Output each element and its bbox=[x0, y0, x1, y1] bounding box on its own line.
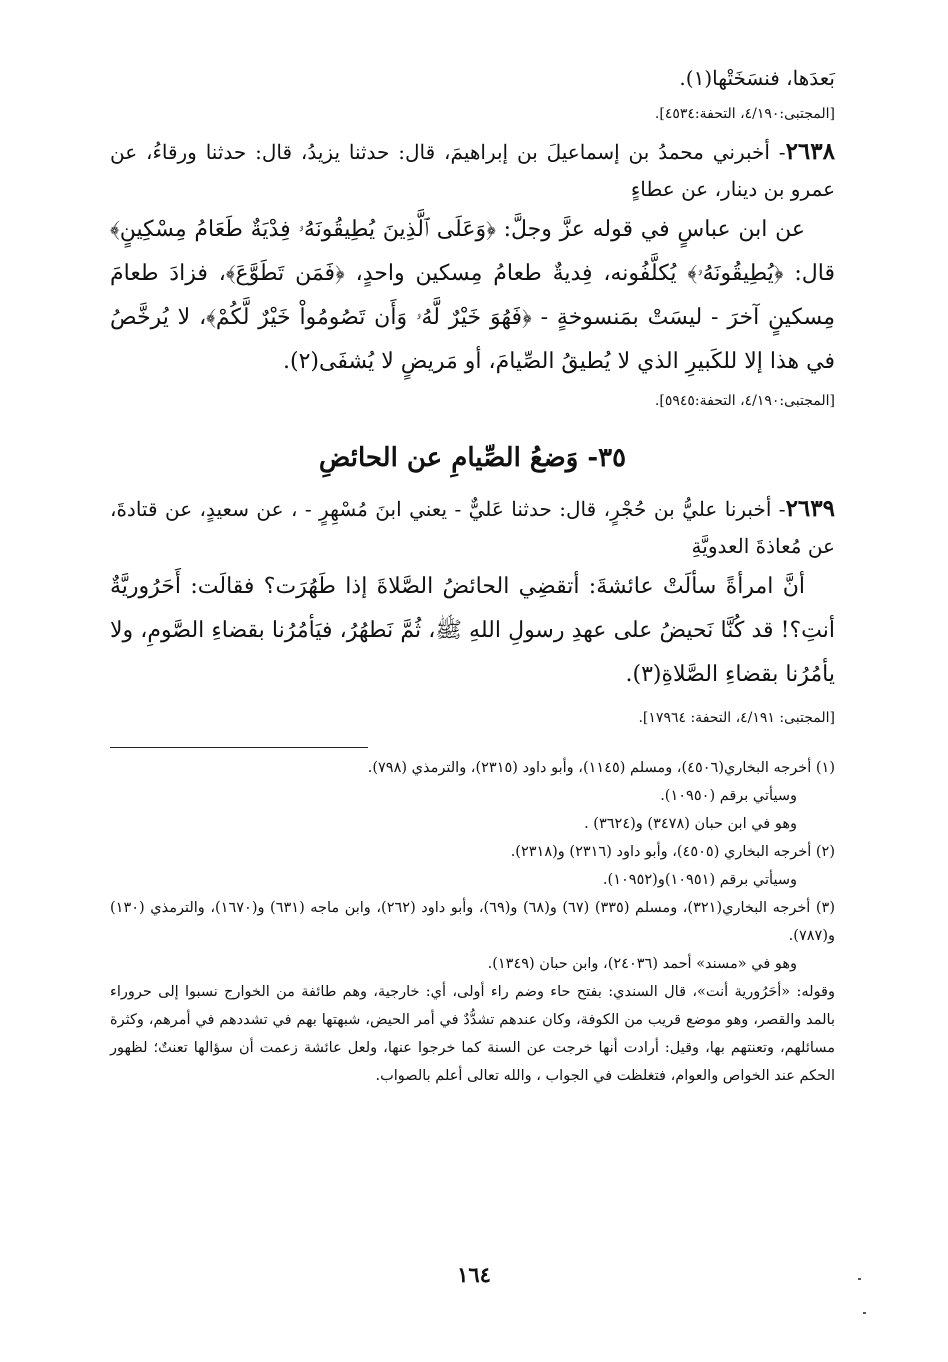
hadith-2638-matn: عن ابن عباسٍ في قوله عزَّ وجلَّ: ﴿وَعَلَى ٱلَّذِينَ يُطِيقُونَهُۥ فِدْيَةٌ طَعَامُ مِسْكِينٍ﴾ قال: ﴿يُطِيقُونَهُۥ﴾ يُكلَّفُونه، فِديةٌ طعامُ مِسكين واحدٍ، ﴿فَمَن تَطَوَّعَ﴾، فزادَ طعامَ مِسكينٍ آخرَ - ليسَتْ بمَنسوخةٍ - ﴿فَهُوَ خَيْرٌ لَّهُۥ وَأَن تَصُومُواْ خَيْرٌ لَّكُمْ﴾، لا يُرخَّصُ في هذا إلا للكَبيرِ الذي لا يُطيقُ الصِّيامَ، أو مَريضٍ لا يُشفَى(٢). bbox=[110, 217, 835, 374]
isnad-text: - أخبرنا عليُّ بن حُجْرٍ، قال: حدثنا عَليٌّ - يعني ابنَ مُسْهِرٍ - ، عن سعيدٍ، عن قتادةَ، عن مُعاذةَ العدويَّةِ bbox=[110, 497, 835, 558]
footnote-line: وهو في ابن حبان (٣٤٧٨) و(٣٦٢٤) . bbox=[584, 816, 797, 832]
footnote-line: وهو في «مسند» أحمد (٢٤٠٣٦)، وابن حبان (١٣٤٩). bbox=[487, 956, 797, 972]
hadith-2639-isnad bbox=[110, 490, 835, 565]
continuation-line: بَعدَها، فنسَخَتْها(١). bbox=[679, 66, 835, 90]
hadith-2638-isnad bbox=[110, 133, 835, 208]
hadith-2638 bbox=[110, 133, 835, 384]
footnote-line: (١) أخرجه البخاري(٤٥٠٦)، ومسلم (١١٤٥)، وأبو داود (٢٣١٥)، والترمذي (٧٩٨). bbox=[367, 760, 835, 776]
page-body bbox=[110, 60, 835, 1090]
scan-speck bbox=[858, 1278, 861, 1280]
hadith-number: ٢٦٣٩ bbox=[785, 495, 835, 522]
footnote-line: وقوله: «أحَرُورية أنت»، قال السندي: بفتح حاء وضم راء أولى، أي: خارجية، وهم طائفة من الخوارج نسبوا إلى حروراء بالمد والقصر، وهو موضع قريب من الكوفة، وكان عندهم تشدُّدٌ في أمر الحيض، شبهتها بهم في تشددهم في أمرهم، وكثرة مسائلهم، وتعنتهم بها، وقيل: أرادت أنها خرجت عن السنة كما خرجوا عنها، ولعل عائشة زعمت أن سؤالها تعنتٌ؛ لظهور الحكم عند الخواص والعوام، فتغلظت في الجواب ، والله تعالى أعلم بالصواب. bbox=[110, 984, 835, 1084]
reference-2639: [المجتبى: ٤/١٩١، التحفة: ١٧٩٦٤]. bbox=[638, 710, 835, 726]
page-number: ١٦٤ bbox=[457, 1262, 491, 1287]
reference-2638: [المجتبى:٤/١٩٠، التحفة:٥٩٤٥]. bbox=[654, 393, 835, 409]
chapter-heading: ٣٥- وَضعُ الصِّيامِ عن الحائضِ bbox=[318, 443, 627, 473]
footnote-line: (٣) أخرجه البخاري(٣٢١)، ومسلم (٣٣٥) (٦٧) و(٦٨) و(٦٩)، وأبو داود (٢٦٢)، وابن ماجه (٦٣١) و(١٦٧٠)، والترمذي (١٣٠) و(٧٨٧). bbox=[110, 900, 835, 944]
hadith-number: ٢٦٣٨ bbox=[785, 138, 835, 165]
reference-2637: [المجتبى:٤/١٩٠، التحفة:٤٥٣٤]. bbox=[654, 106, 835, 122]
hadith-2639 bbox=[110, 490, 835, 697]
footnote-line: وسيأتي برقم (١٠٩٥١)و(١٠٩٥٢). bbox=[602, 872, 797, 888]
footnote-separator bbox=[110, 747, 368, 748]
isnad-text: - أخبرني محمدُ بن إسماعيلَ بن إبراهيمَ، قال: حدثنا يزيدُ، قال: حدثنا ورقاءُ، عن عمرو بن دينار، عن عطاءٍ bbox=[110, 140, 835, 201]
hadith-2639-matn: أنَّ امرأةً سألَتْ عائشةَ: أتقضِي الحائضُ الصَّلاةَ إذا طَهُرَت؟ فقالَت: أَحَرُوريَّةٌ أنتِ؟! قد كُنَّا نَحيضُ على عهدِ رسولِ اللهِ ﷺ، ثُمَّ نَطهُرُ، فيَأمُرُنا بقضاءِ الصَّومِ، ولا يأمُرُنا بقضاءِ الصَّلاةِ(٣). bbox=[110, 574, 835, 687]
footnotes bbox=[110, 754, 835, 1090]
footnote-line: (٢) أخرجه البخاري (٤٥٠٥)، وأبو داود (٢٣١٦) و(٢٣١٨). bbox=[510, 844, 835, 860]
footnote-line: وسيأتي برقم (١٠٩٥٠). bbox=[660, 788, 797, 804]
scan-speck bbox=[863, 1312, 866, 1314]
